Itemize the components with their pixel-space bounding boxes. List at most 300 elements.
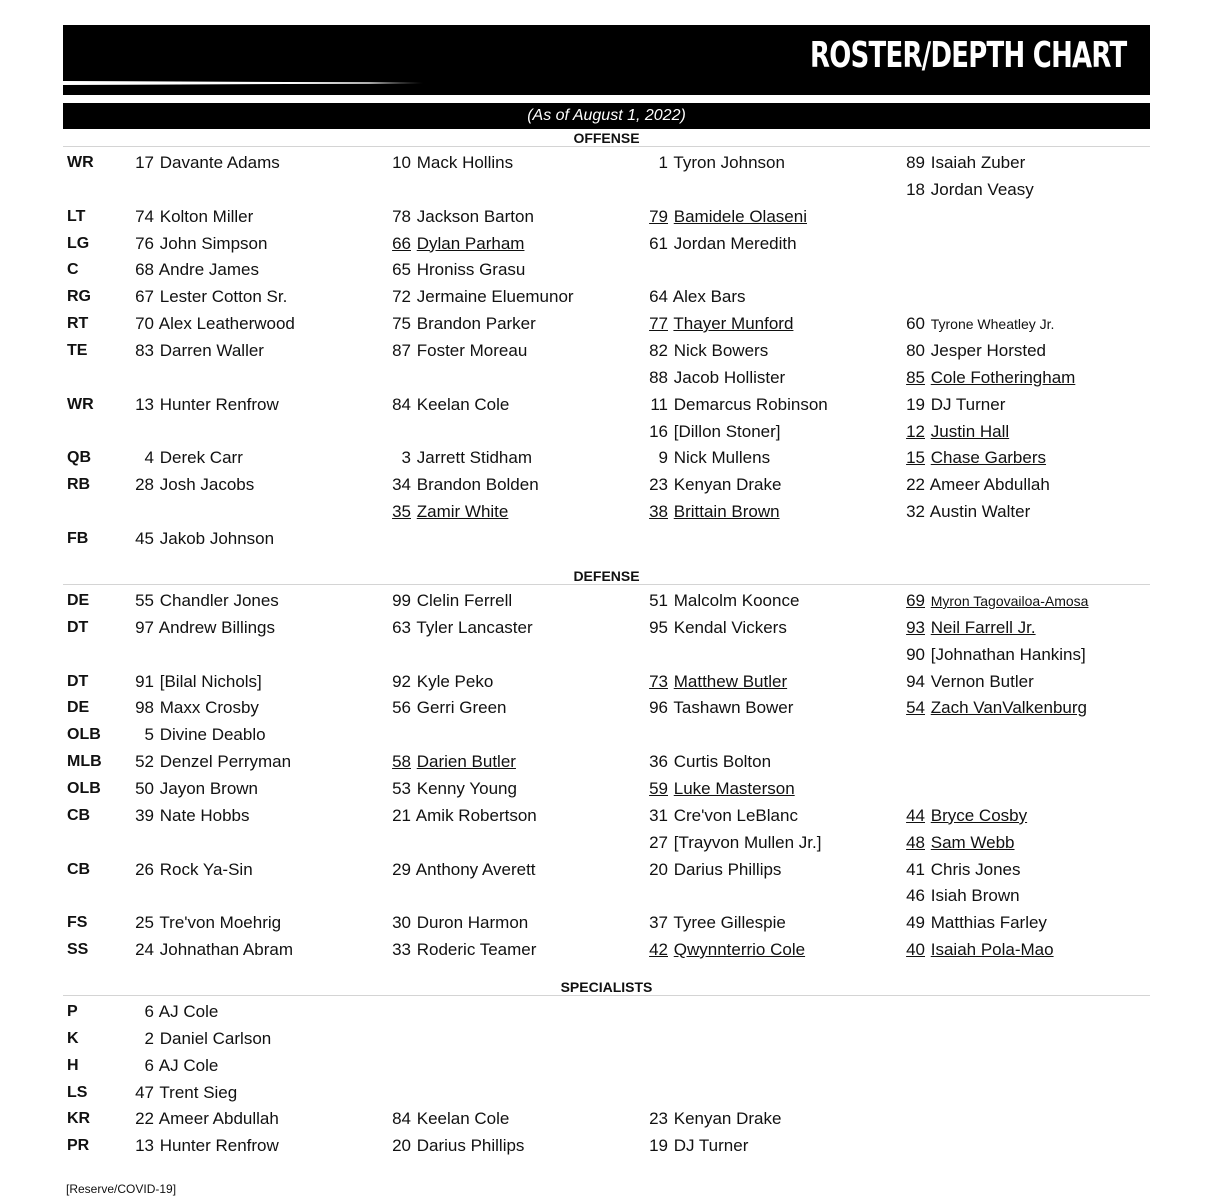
player-entry (126, 207, 253, 227)
player-name: Gerri Green (416, 698, 507, 718)
jersey-number: 39 (135, 805, 154, 825)
player-name: Brandon Bolden (416, 475, 539, 495)
player-entry (383, 395, 509, 415)
jersey-number: 16 (649, 421, 668, 441)
jersey-number: 29 (392, 859, 411, 879)
jersey-number: 88 (649, 367, 668, 387)
player-name: Davante Adams (159, 153, 280, 172)
jersey-number: 96 (649, 698, 668, 718)
jersey-number: 85 (906, 367, 925, 387)
player-entry (383, 448, 532, 468)
jersey-number: 6 (144, 1055, 154, 1075)
jersey-number: 60 (906, 314, 925, 334)
player-entry (383, 260, 525, 280)
depth-row (0, 502, 1213, 528)
player-entry (126, 752, 291, 772)
jersey-number: 75 (392, 314, 411, 334)
player-entry (126, 1056, 218, 1076)
as-of-date: (As of August 1, 2022) (63, 103, 1150, 129)
player-entry (126, 779, 258, 799)
jersey-number: 55 (135, 591, 154, 610)
jersey-number: 83 (135, 340, 154, 360)
player-entry (383, 153, 513, 173)
player-entry (383, 591, 512, 611)
jersey-number: 73 (649, 671, 668, 691)
player-entry (126, 672, 262, 692)
player-name: Divine Deablo (159, 725, 266, 745)
jersey-number: 84 (392, 394, 411, 414)
player-entry (640, 502, 780, 522)
player-entry (897, 618, 1036, 638)
jersey-number: 68 (135, 260, 154, 280)
jersey-number: 34 (392, 475, 411, 495)
player-name: Brittain Brown (673, 502, 780, 522)
player-entry (897, 833, 1015, 853)
position-label: CB (67, 806, 91, 824)
page-title: ROSTER/DEPTH CHART (809, 35, 1126, 76)
player-name: Cre'von LeBlanc (673, 805, 798, 825)
player-name: Roderic Teamer (416, 940, 537, 960)
player-entry (897, 153, 1025, 173)
player-name: Kenyan Drake (673, 475, 782, 495)
position-label: DE (67, 699, 90, 717)
player-entry (640, 618, 787, 638)
jersey-number: 36 (649, 752, 668, 772)
depth-row (0, 341, 1213, 367)
player-entry (126, 1029, 271, 1049)
player-name: Denzel Perryman (159, 752, 292, 772)
player-entry (897, 368, 1075, 388)
player-entry (126, 725, 266, 745)
player-name: Austin Walter (929, 502, 1031, 522)
player-entry (897, 395, 1005, 415)
player-name: Johnathan Abram (159, 940, 293, 960)
player-entry (640, 752, 771, 772)
position-label: OLB (67, 726, 101, 744)
player-name: Jordan Meredith (673, 233, 797, 253)
position-label: RB (67, 476, 91, 494)
player-name: Andrew Billings (158, 617, 276, 637)
depth-row (0, 368, 1213, 394)
jersey-number: 22 (906, 475, 925, 495)
player-entry (383, 940, 536, 960)
jersey-number: 87 (392, 340, 411, 360)
jersey-number: 72 (392, 287, 411, 307)
jersey-number: 91 (135, 671, 154, 691)
position-label: H (67, 1056, 79, 1074)
jersey-number: 1 (658, 153, 668, 172)
depth-row (0, 1002, 1213, 1028)
jersey-number: 25 (135, 913, 154, 933)
player-name: Jordan Veasy (930, 179, 1034, 199)
position-label: SS (67, 941, 89, 959)
player-name: Vernon Butler (930, 671, 1034, 691)
jersey-number: 3 (401, 448, 411, 468)
depth-row (0, 448, 1213, 474)
jersey-number: 5 (144, 725, 154, 745)
player-name: DJ Turner (930, 394, 1006, 414)
player-name: Jayon Brown (159, 778, 259, 798)
player-name: Cole Fotheringham (930, 367, 1076, 387)
player-name: Mack Hollins (416, 153, 514, 172)
player-entry (126, 234, 267, 254)
player-name: Trent Sieg (159, 1082, 238, 1102)
player-name: Kendal Vickers (673, 617, 787, 637)
player-entry (897, 475, 1050, 495)
player-name: Neil Farrell Jr. (930, 617, 1036, 637)
position-label: LG (67, 234, 90, 252)
jersey-number: 51 (649, 591, 668, 610)
player-entry (383, 502, 508, 522)
player-entry (640, 913, 786, 933)
position-label: WR (67, 154, 94, 171)
player-name: Anthony Averett (415, 859, 536, 879)
player-name: [Trayvon Mullen Jr.] (673, 832, 822, 852)
jersey-number: 17 (135, 153, 154, 172)
player-name: Nick Mullens (673, 448, 771, 468)
position-label: RG (67, 288, 91, 306)
depth-row (0, 645, 1213, 671)
jersey-number: 99 (392, 591, 411, 610)
position-label: PR (67, 1137, 90, 1155)
player-name: Jacob Hollister (673, 367, 786, 387)
player-name: Isiah Brown (930, 886, 1020, 906)
depth-row (0, 395, 1213, 421)
player-name: Ameer Abdullah (929, 475, 1050, 495)
player-name: Alex Leatherwood (158, 314, 295, 334)
player-entry (640, 475, 781, 495)
player-entry (640, 341, 768, 361)
depth-row (0, 1109, 1213, 1135)
player-name: Nick Bowers (673, 340, 769, 360)
player-entry (640, 314, 793, 334)
player-name: Ameer Abdullah (158, 1109, 279, 1129)
depth-row (0, 260, 1213, 286)
depth-row (0, 672, 1213, 698)
jersey-number: 10 (392, 153, 411, 172)
player-entry (126, 475, 254, 495)
position-label: MLB (67, 753, 102, 771)
player-name: Jarrett Stidham (416, 448, 532, 468)
player-entry (126, 260, 259, 280)
player-entry (383, 779, 517, 799)
player-name: Andre James (158, 260, 259, 280)
player-name: Tyler Lancaster (416, 617, 533, 637)
jersey-number: 97 (135, 617, 154, 637)
depth-row (0, 725, 1213, 751)
depth-row (0, 207, 1213, 233)
jersey-number: 48 (906, 832, 925, 852)
jersey-number: 23 (649, 1109, 668, 1129)
jersey-number: 67 (135, 287, 154, 307)
banner-stripe (63, 81, 423, 85)
player-name: Isaiah Zuber (930, 153, 1026, 172)
player-name: Darien Butler (416, 752, 516, 772)
player-entry (640, 940, 805, 960)
depth-row (0, 1083, 1213, 1109)
jersey-number: 18 (906, 179, 925, 199)
jersey-number: 90 (906, 644, 925, 664)
player-name: Clelin Ferrell (416, 591, 513, 610)
player-name: [Johnathan Hankins] (930, 644, 1086, 664)
jersey-number: 63 (392, 617, 411, 637)
player-entry (383, 618, 533, 638)
player-name: Hunter Renfrow (159, 394, 279, 414)
jersey-number: 92 (392, 671, 411, 691)
jersey-number: 79 (649, 206, 668, 226)
depth-row (0, 886, 1213, 912)
jersey-number: 59 (649, 778, 668, 798)
jersey-number: 61 (649, 233, 668, 253)
player-entry (640, 779, 795, 799)
jersey-number: 20 (649, 859, 668, 879)
jersey-number: 46 (906, 886, 925, 906)
player-name: Sam Webb (930, 832, 1015, 852)
position-label: LT (67, 207, 86, 225)
jersey-number: 76 (135, 233, 154, 253)
player-name: Matthew Butler (673, 671, 788, 691)
player-entry (897, 806, 1027, 826)
jersey-number: 89 (906, 153, 925, 172)
jersey-number: 77 (649, 314, 668, 334)
player-entry (383, 860, 536, 880)
jersey-number: 31 (649, 805, 668, 825)
jersey-number: 45 (135, 528, 154, 548)
player-entry (126, 448, 243, 468)
player-entry (126, 287, 287, 307)
jersey-number: 65 (392, 260, 411, 280)
player-entry (126, 314, 295, 334)
player-name: Curtis Bolton (673, 752, 772, 772)
position-label: C (67, 261, 79, 279)
section-header-specialists: SPECIALISTS (63, 979, 1150, 996)
jersey-number: 19 (906, 394, 925, 414)
player-entry (640, 207, 807, 227)
player-name: Kolton Miller (159, 206, 254, 226)
jersey-number: 2 (144, 1028, 154, 1048)
jersey-number: 33 (392, 940, 411, 960)
jersey-number: 94 (906, 671, 925, 691)
section-header-offense: OFFENSE (63, 130, 1150, 147)
depth-row (0, 180, 1213, 206)
position-label: QB (67, 449, 91, 467)
jersey-number: 64 (649, 287, 668, 307)
player-name: Alex Bars (672, 287, 746, 307)
player-entry (126, 913, 281, 933)
depth-row (0, 940, 1213, 966)
player-entry (126, 1083, 237, 1103)
player-name: Justin Hall (930, 421, 1010, 441)
player-name: Foster Moreau (416, 340, 528, 360)
position-label: K (67, 1029, 79, 1047)
player-name: Darius Phillips (416, 1136, 525, 1156)
player-name: [Dillon Stoner] (673, 421, 781, 441)
player-name: Rock Ya-Sin (159, 859, 253, 879)
player-entry (383, 207, 534, 227)
jersey-number: 30 (392, 913, 411, 933)
player-entry (126, 529, 274, 549)
depth-row (0, 806, 1213, 832)
player-name: Amik Robertson (415, 805, 537, 825)
player-name: AJ Cole (158, 1002, 219, 1021)
jersey-number: 54 (906, 698, 925, 718)
depth-row (0, 314, 1213, 340)
jersey-number: 15 (906, 448, 925, 468)
player-entry (383, 672, 493, 692)
depth-row (0, 1056, 1213, 1082)
jersey-number: 19 (649, 1136, 668, 1156)
player-name: Bryce Cosby (930, 805, 1028, 825)
player-name: Demarcus Robinson (673, 394, 828, 414)
player-name: Jackson Barton (416, 206, 534, 226)
jersey-number: 27 (649, 832, 668, 852)
player-name: Bamidele Olaseni (673, 206, 807, 226)
player-name: Myron Tagovailoa-Amosa (930, 593, 1089, 609)
player-entry (640, 591, 799, 611)
jersey-number: 24 (135, 940, 154, 960)
player-entry (640, 1136, 748, 1156)
player-entry (640, 234, 797, 254)
player-name: Keelan Cole (416, 1109, 510, 1129)
player-entry (897, 860, 1021, 880)
player-name: Kenny Young (416, 778, 517, 798)
player-name: Brandon Parker (416, 314, 536, 334)
player-name: Chris Jones (930, 859, 1021, 879)
depth-row (0, 752, 1213, 778)
depth-row (0, 1136, 1213, 1162)
player-entry (897, 940, 1054, 960)
player-entry (383, 1136, 524, 1156)
depth-row (0, 287, 1213, 313)
player-name: Hunter Renfrow (159, 1136, 279, 1156)
player-entry (640, 833, 821, 853)
jersey-number: 95 (649, 617, 668, 637)
player-name: Nate Hobbs (159, 805, 250, 825)
player-entry (126, 940, 293, 960)
position-label: DE (67, 592, 90, 609)
player-entry (640, 806, 798, 826)
jersey-number: 13 (135, 394, 154, 414)
player-entry (640, 672, 787, 692)
depth-row (0, 475, 1213, 501)
player-entry (383, 314, 536, 334)
jersey-number: 35 (392, 502, 411, 522)
player-name: Zach VanValkenburg (930, 698, 1087, 718)
player-name: Tre'von Moehrig (159, 913, 282, 933)
jersey-number: 21 (392, 805, 411, 825)
player-name: [Bilal Nichols] (159, 671, 262, 691)
position-label: KR (67, 1110, 91, 1128)
position-label: FS (67, 914, 88, 932)
player-name: Josh Jacobs (159, 475, 255, 495)
player-entry (383, 341, 527, 361)
jersey-number: 66 (392, 233, 411, 253)
depth-row (0, 234, 1213, 260)
jersey-number: 9 (658, 448, 668, 468)
position-label: WR (67, 395, 94, 413)
player-entry (897, 886, 1020, 906)
player-entry (897, 448, 1046, 468)
player-entry (640, 448, 770, 468)
player-name: Darius Phillips (673, 859, 782, 879)
player-name: DJ Turner (673, 1136, 749, 1156)
player-name: Daniel Carlson (159, 1028, 272, 1048)
player-name: Lester Cotton Sr. (159, 287, 288, 307)
player-name: Thayer Munford (673, 314, 794, 334)
player-name: Tyree Gillespie (673, 913, 786, 933)
player-entry (383, 752, 516, 772)
depth-row (0, 422, 1213, 448)
player-name: Kyle Peko (416, 671, 494, 691)
player-name: Isaiah Pola-Mao (930, 940, 1054, 960)
jersey-number: 38 (649, 502, 668, 522)
player-entry (126, 618, 275, 638)
jersey-number: 20 (392, 1136, 411, 1156)
position-label: OLB (67, 779, 101, 797)
player-entry (897, 180, 1034, 200)
player-name: Duron Harmon (416, 913, 529, 933)
player-entry (640, 368, 785, 388)
player-entry (126, 1109, 279, 1129)
depth-row (0, 618, 1213, 644)
player-name: Luke Masterson (673, 778, 795, 798)
jersey-number: 4 (144, 448, 154, 468)
jersey-number: 53 (392, 778, 411, 798)
jersey-number: 11 (650, 394, 668, 414)
player-entry (897, 672, 1034, 692)
player-entry (897, 645, 1086, 665)
player-entry (897, 314, 1054, 334)
jersey-number: 50 (135, 778, 154, 798)
jersey-number: 6 (144, 1002, 154, 1021)
player-entry (383, 913, 528, 933)
jersey-number: 12 (906, 421, 925, 441)
player-name: Jakob Johnson (159, 528, 275, 548)
depth-row (0, 529, 1213, 555)
jersey-number: 23 (649, 475, 668, 495)
header-banner (63, 25, 1150, 95)
jersey-number: 13 (135, 1136, 154, 1156)
player-entry (897, 341, 1046, 361)
jersey-number: 41 (906, 859, 925, 879)
player-name: Hroniss Grasu (416, 260, 526, 280)
player-name: Chase Garbers (930, 448, 1047, 468)
position-label: DT (67, 618, 89, 636)
player-entry (383, 475, 539, 495)
player-entry (897, 422, 1009, 442)
player-entry (897, 502, 1030, 522)
position-label: FB (67, 529, 89, 547)
player-entry (126, 860, 253, 880)
jersey-number: 32 (906, 502, 925, 522)
position-label: LS (67, 1083, 88, 1101)
jersey-number: 78 (392, 206, 411, 226)
jersey-number: 93 (906, 617, 925, 637)
jersey-number: 28 (135, 475, 154, 495)
section-header-defense: DEFENSE (63, 568, 1150, 585)
jersey-number: 98 (135, 698, 154, 718)
jersey-number: 52 (135, 752, 154, 772)
player-name: Malcolm Koonce (673, 591, 800, 610)
player-entry (126, 1136, 279, 1156)
jersey-number: 74 (135, 206, 154, 226)
position-label: P (67, 1003, 78, 1020)
player-name: Darren Waller (159, 340, 264, 360)
player-name: Tashawn Bower (673, 698, 794, 718)
player-name: AJ Cole (158, 1055, 219, 1075)
player-entry (640, 1109, 781, 1129)
player-entry (897, 591, 1088, 611)
